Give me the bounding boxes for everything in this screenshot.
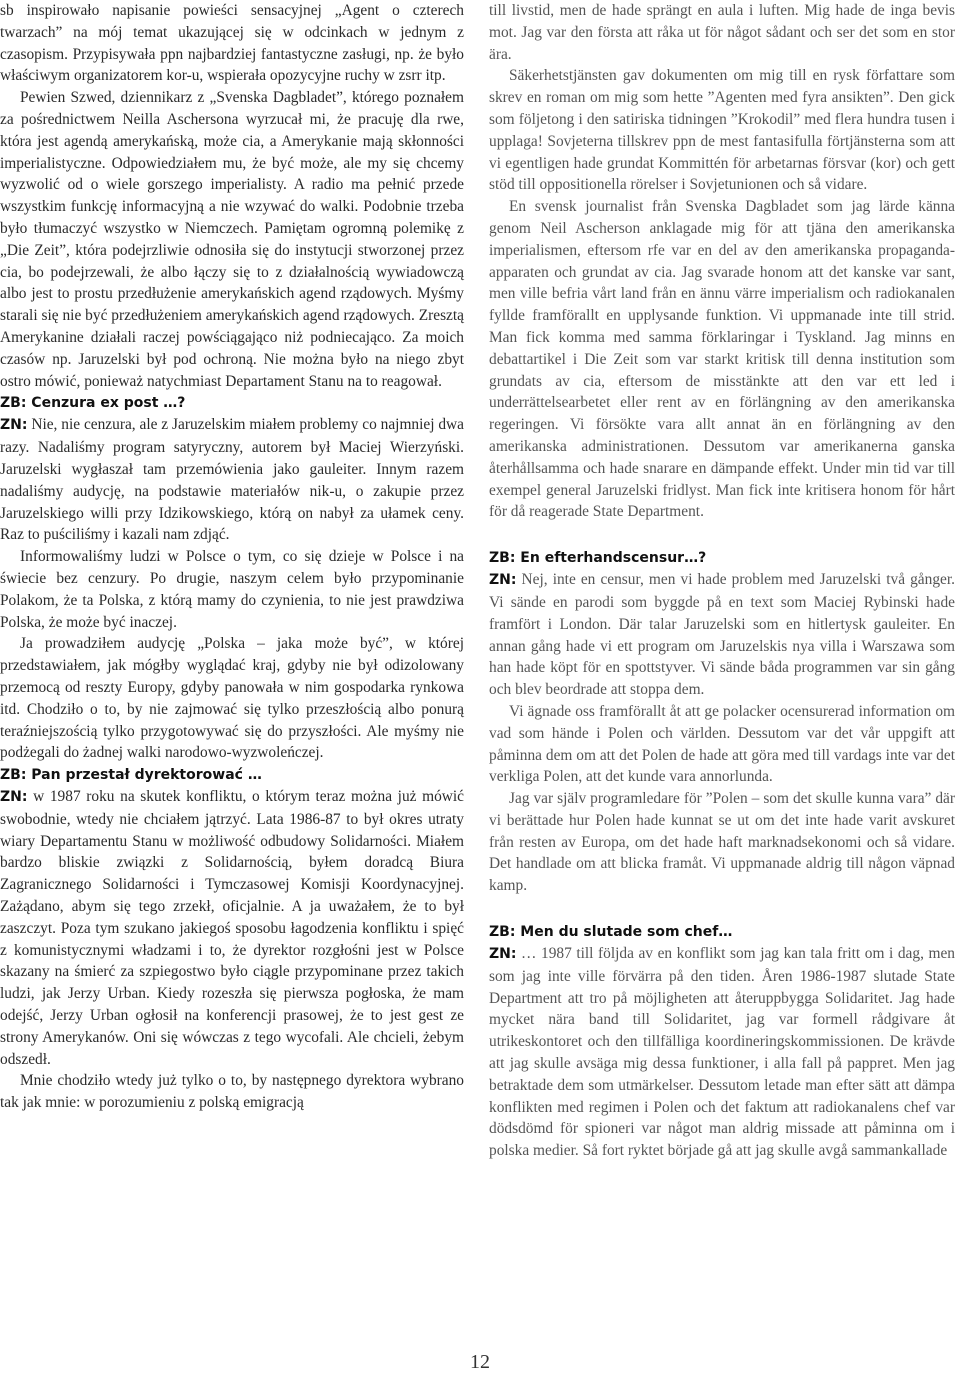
swedish-column — [489, 0, 955, 1162]
interview-question: ZB: Pan przestał dyrektorować … — [0, 767, 262, 784]
paragraph: Pewien Szwed, dziennikarz z „Svenska Dagbladet”, którego poznałem za pośrednictwem Neilla Aschersona wyrzucał mi, że pracuję dla rwe, która jest agendą amerykańską, może cia, a Amerykanie mają skłonności imperialistyczne. Odpowiedziałem mu, że być może, ale my się chcemy wyzwolić od o wiele gorszego imperialisty. A radio ma pełnić przede wszystkim funkcję informacyjną a nie wzywać do walki. Podobnie trzeba było tłumaczyć wszystko w Niemczech. Pamiętam ogromną polemikę z „Die Zeit”, która podejrzliwie odnosiła się do instytucji stworzonej przez cia, bo podejrzewali, że albo łączy się to z działalnością wywiadowczą albo jest to prostu przedłużenie amerykańskich agend rządowych. Myśmy starali się nie być przedłużeniem amerykańskich agend rządowych. Zresztą Amerykanine działali raczej powściągająco niż podniecająco. Za moich czasów np. Jaruzelski był pod ochroną. Nie można było na niego zbyt ostro mówić, ponieważ natychmiast Departament Stanu na to reagował. — [0, 89, 464, 390]
paragraph: Säkerhetstjänsten gav dokumenten om mig till en rysk författare som skrev en roman om mig som hette ”Agenten med fyra ansikten”. Den gick som följetong i den satiriska tidningen ”Krokodil” med flera hundra tusen i upplaga! Sovjeterna tillskrev ppn de mest fantasifulla förtjänsterna som att vi egentligen hade grundat Kommittén för arbetarnas försvar (kor) och gett stöd till oppositionella rörelser i Sovjetunionen och så vidare. — [489, 67, 955, 194]
answer-text: Nej, inte en censur, men vi hade problem med Jaruzelski två gånger. Vi sände en parodi som byggde på en text som Maciej Rybinski hade framfört i London. Där talar Jaruzelski som en hitlertysk gauleiter. En annan gång hade vi ett program om Jaruzelskis nya villa i Warszawa som han hade köpt för en spottstyver. Vi sände båda programmen var sin gång och blev beordrade att stoppa dem. — [489, 571, 955, 699]
paragraph: Informowaliśmy ludzi w Polsce o tym, co się dzieje w Polsce i na świecie bez cenzury. Po drugie, naszym celem było przypominanie Polakom, że ta Polska, z którą mamy do czynienia, to nie jest prawdziwa Polska, że może być inaczej. — [0, 548, 464, 631]
answer-text: … 1987 till följda av en konflikt som jag kan tala fritt om i dag, men som jag inte ville förvärra på den tiden. Åren 1986-1987 slutade State Department att tro på möjligheten att återuppbygga Solidaritet. Jag hade mycket nära band till Solidaritet, jag var formell rådgivare åt utrikeskontoret och den tillfälliga koordineringskommissionen. De krävde att jag skulle avsäga mig dessa funktioner, i alla fall på pappret. Men jag betraktade dem som utmärkelser. Dessutom letade man efter sätt att dämpa konflikten med regimen i Polen och det faktum att radiokanalens chef var dödsdömd för spioneri var något man aldrig missade att påminna om i polska medier. Så fort ryktet började gå att jag skulle avgå sammankallade — [489, 945, 955, 1160]
paragraph: Vi ägnade oss framförallt åt att ge polacker ocensurerad information om vad som hände i Polen och världen. Dessutom var det vår uppgift att påminna dem om att det Polen de hade att göra med till vardags inte var det verkliga Polen, att det kunde vara annorlunda. — [489, 702, 955, 786]
speaker-label: ZN: — [489, 572, 517, 589]
interview-answer — [489, 569, 955, 701]
interview-question: ZB: Men du slutade som chef… — [489, 924, 733, 941]
interview-answer — [489, 943, 955, 1162]
interview-answer — [0, 414, 464, 546]
interview-question: ZB: Cenzura ex post …? — [0, 395, 186, 412]
paragraph: Ja prowadziłem audycję „Polska – jaka może być”, w której przedstawiałem, jak mógłby wyglądać kraj, gdyby nie był odizolowany przemocą od reszty Europy, gdyby panowała w nim gospodarka rynkowa itd. Chodziło o to, by nie zajmować się tylko przeszłością albo ponurą teraźniejszością tylko przygotowywać się do przyszłości. Ale myśmy nie podżegali do żadnej walki narodowo-wyzwoleńczej. — [0, 635, 464, 762]
speaker-label: ZN: — [0, 417, 28, 434]
paragraph: till livstid, men de hade sprängt en aula i luften. Mig hade de inga bevis mot. Jag var den första att råka ut för något sådant och ser det som en stor ära. — [489, 2, 955, 63]
paragraph: sb inspirowało napisanie powieści sensacyjnej „Agent o czterech twarzach” na mój temat ukazującej się w odcinkach w jednym z czasopism. Przypisywała ppn najbardziej fantastyczne zasługi, np. że było właściwym organizatorem kor-u, wspierała opozycyjne ruchy w zsrr itp. — [0, 2, 464, 85]
paragraph: En svensk journalist från Svenska Dagbladet som jag lärde känna genom Neil Ascherson anklagade mig för att tjäna den amerikanska imperialismen, eftersom rfe var en del av den amerikanska propaganda-apparaten och grundat av cia. Jag svarade honom att det kanske var sant, men ville befria vårt land från en ännu värre imperialism och radiokanalen fyllde framförallt en upplysande funktion. Vi uppmanade inte till strid. Man fick komma med samma förklaringar i Tyskland. Jag minns en debattartikel i Die Zeit som var starkt kritisk till denna institution som grundats av cia, eftersom de misstänkte att den var ett led i underrättelsearbetet eller rent av en förlängning av den amerikanska regeringen. Vi försökte vara allt annat än en förlängning av den amerikanska administrationen. Dessutom var amerikanerna ganska återhållsamma och hade snarare en dämpande effekt. Under min tid var till exempel general Jaruzelski fridlyst. Man fick inte kritisera honom för hårt för då reagerade State Department. — [489, 198, 955, 521]
interview-question: ZB: En efterhandscensur…? — [489, 550, 707, 567]
speaker-label: ZN: — [0, 789, 28, 806]
page-number: 12 — [470, 1351, 490, 1373]
polish-column — [0, 0, 464, 1114]
paragraph: Jag var själv programledare för ”Polen – som det skulle kunna vara” där vi berättade hur Polen hade kunnat se ut om det inte hade varit avskuret från resten av Europa, om det hade haft marknadsekonomi och så vidare. Det handlade om att blicka framåt. Vi uppmanade aldrig till någon väpnad kamp. — [489, 790, 955, 895]
answer-text: w 1987 roku na skutek konfliktu, o którym teraz można już mówić swobodnie, wtedy nie chciałem jątrzyć. Lata 1986-87 to był okres utraty wiary Departamentu Stanu w możliwość odbudowy Solidarności. Miałem bardzo bliskie związki z Solidarnością, byłem doradcą Biura Zagranicznego Solidarności i Tymczasowej Komisji Koordynacyjnej. Zażądano, abym się tego zrzekł, oficjalnie. A ja uważałem, że to był zaszczyt. Poza tym szukano jakiegoś sposobu łagodzenia konfliktu i spięć z komunistycznymi władzami i to, że dyrektor rozgłośni jest w Polsce skazany na śmierć za szpiegostwo było ciągle przypominane przez takich ludzi, jak Jerzy Urban. Kiedy rozeszła się pierwsza pogłoska, że mam odejść, Jerzy Urban ogłosił na konferencji prasowej, że to jest gest ze strony Amerykanów. Oni się wówczas z tego wycofali. Ale chcieli, żebym odszedł. — [0, 788, 464, 1068]
paragraph: Mnie chodziło wtedy już tylko o to, by następnego dyrektora wybrano tak jak mnie: w porozumieniu z polską emigracją — [0, 1072, 464, 1112]
speaker-label: ZN: — [489, 946, 517, 963]
answer-text: Nie, nie cenzura, ale z Jaruzelskim miałem problemy co najmniej dwa razy. Nadaliśmy program satyryczny, autorem był Maciej Wierzyński. Jaruzelski wygłaszał tam przemówienia jako gauleiter. Innym razem nadaliśmy audycję, na podstawie materiałów nik-u, o zakupie przez Jaruzelskiego willi przy Idzikowskiego, którą on nabył za ułamek ceny. Raz to puściliśmy i kazali nam zdjąć. — [0, 416, 464, 544]
interview-answer — [0, 786, 464, 1070]
